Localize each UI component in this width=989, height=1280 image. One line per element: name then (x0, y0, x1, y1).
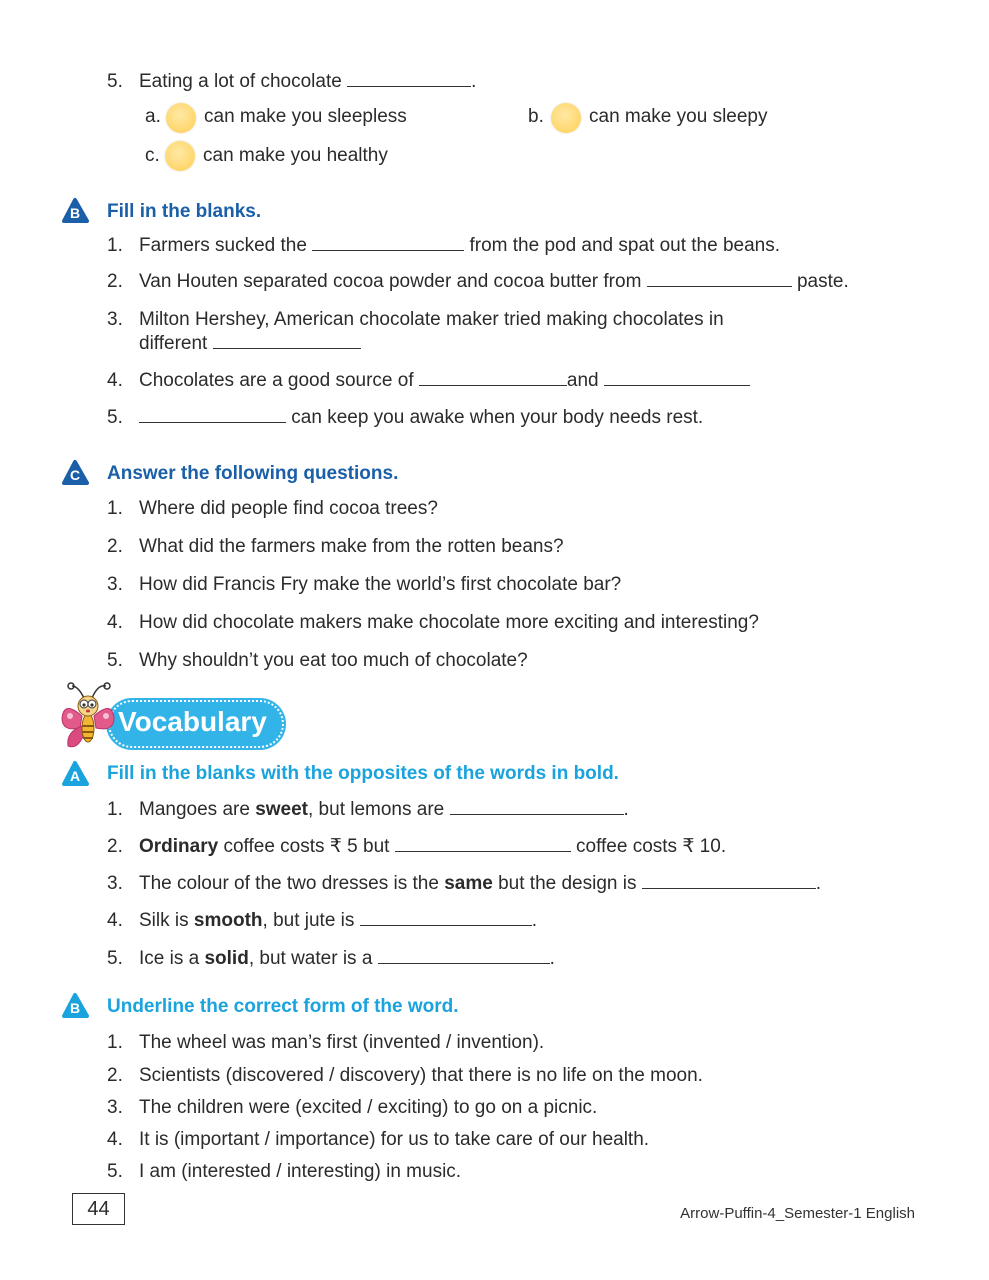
footer-book-title: Arrow-Puffin-4_Semester-1 English (680, 1205, 915, 1222)
item-number: 2. (107, 536, 123, 557)
section-badge-b (60, 992, 90, 1020)
svg-text:B: B (69, 1000, 81, 1016)
list-item: How did Francis Fry make the world’s first chocolate bar? (139, 574, 622, 595)
item-number: 2. (107, 1065, 123, 1086)
answer-blank[interactable] (360, 909, 532, 926)
item-number: 4. (107, 1129, 123, 1150)
item-number: 3. (107, 574, 123, 595)
item-number: 5. (107, 948, 123, 969)
answer-blank[interactable] (213, 332, 361, 349)
list-item: can keep you awake when your body needs rest. (139, 406, 703, 430)
vocabulary-title: Vocabulary (118, 706, 267, 737)
list-item: The children were (excited / exciting) to go on a picnic. (139, 1097, 598, 1118)
page-number: 44 (72, 1193, 125, 1225)
list-item: Ice is a solid, but water is a . (139, 948, 555, 969)
section-title: Fill in the blanks. (107, 201, 262, 222)
item-number: 1. (107, 799, 123, 820)
item-number: 4. (107, 910, 123, 931)
answer-blank[interactable] (347, 70, 471, 87)
list-item-continued: different (139, 332, 361, 356)
answer-blank[interactable] (604, 369, 750, 386)
section-title: Answer the following questions. (107, 463, 399, 484)
list-item: The wheel was man’s first (invented / invention). (139, 1032, 545, 1053)
answer-blank[interactable] (395, 835, 571, 852)
list-item: Scientists (discovered / discovery) that there is no life on the moon. (139, 1065, 703, 1086)
list-item: Mangoes are sweet, but lemons are . (139, 799, 629, 820)
section-title: Fill in the blanks with the opposites of the words in bold. (107, 763, 619, 784)
item-number: 3. (107, 873, 123, 894)
item-number: 2. (107, 836, 123, 857)
list-item: Chocolates are a good source of and (139, 369, 750, 393)
item-number: 5. (107, 1161, 123, 1182)
list-item: I am (interested / interesting) in music. (139, 1161, 462, 1182)
list-item: Silk is smooth, but jute is . (139, 910, 537, 931)
item-number: 4. (107, 612, 123, 633)
section-title: Underline the correct form of the word. (107, 996, 459, 1017)
list-item: Why shouldn’t you eat too much of chocolate? (139, 650, 528, 671)
answer-blank[interactable] (642, 872, 816, 889)
item-number: 5. (107, 650, 123, 671)
item-number: 1. (107, 498, 123, 519)
list-item: What did the farmers make from the rotten beans? (139, 536, 564, 557)
section-badge-b (60, 197, 90, 225)
butterfly-mascot-icon (60, 680, 116, 752)
option-b-text: can make you sleepy (589, 106, 768, 127)
list-item: Farmers sucked the from the pod and spat out the beans. (139, 235, 781, 256)
answer-blank[interactable] (139, 406, 286, 423)
item-number: 1. (107, 235, 123, 256)
option-a-bubble[interactable] (166, 103, 196, 133)
item-number: 4. (107, 370, 123, 391)
option-b-bubble[interactable] (551, 103, 581, 133)
list-item: Ordinary coffee costs ₹ 5 but coffee costs ₹ 10. (139, 836, 727, 857)
answer-blank[interactable] (378, 947, 550, 964)
list-item: It is (important / importance) for us to take care of our health. (139, 1129, 650, 1150)
option-a-text: can make you sleepless (204, 106, 407, 127)
section-badge-c (60, 459, 90, 487)
answer-blank[interactable] (647, 270, 792, 287)
option-letter: a. (145, 106, 161, 127)
list-item: Van Houten separated cocoa powder and cocoa butter from paste. (139, 271, 849, 292)
list-item: Where did people find cocoa trees? (139, 498, 438, 519)
section-badge-a (60, 760, 90, 788)
item-number: 1. (107, 1032, 123, 1053)
question-number: 5. (107, 71, 123, 92)
svg-text:B: B (69, 205, 81, 221)
list-item: The colour of the two dresses is the same but the design is . (139, 873, 822, 894)
answer-blank[interactable] (312, 234, 464, 251)
option-letter: c. (145, 145, 160, 166)
question-text: Eating a lot of chocolate . (139, 71, 477, 92)
svg-text:C: C (69, 467, 81, 483)
item-number: 3. (107, 1097, 123, 1118)
list-item: Milton Hershey, American chocolate maker tried making chocolates in (139, 309, 724, 330)
option-c-bubble[interactable] (165, 141, 195, 171)
answer-blank[interactable] (419, 369, 567, 386)
option-c-text: can make you healthy (203, 145, 388, 166)
item-number: 2. (107, 271, 123, 292)
option-letter: b. (528, 106, 544, 127)
list-item: How did chocolate makers make chocolate more exciting and interesting? (139, 612, 759, 633)
answer-blank[interactable] (450, 798, 624, 815)
item-number: 5. (107, 407, 123, 428)
svg-text:A: A (69, 768, 81, 784)
item-number: 3. (107, 309, 123, 330)
